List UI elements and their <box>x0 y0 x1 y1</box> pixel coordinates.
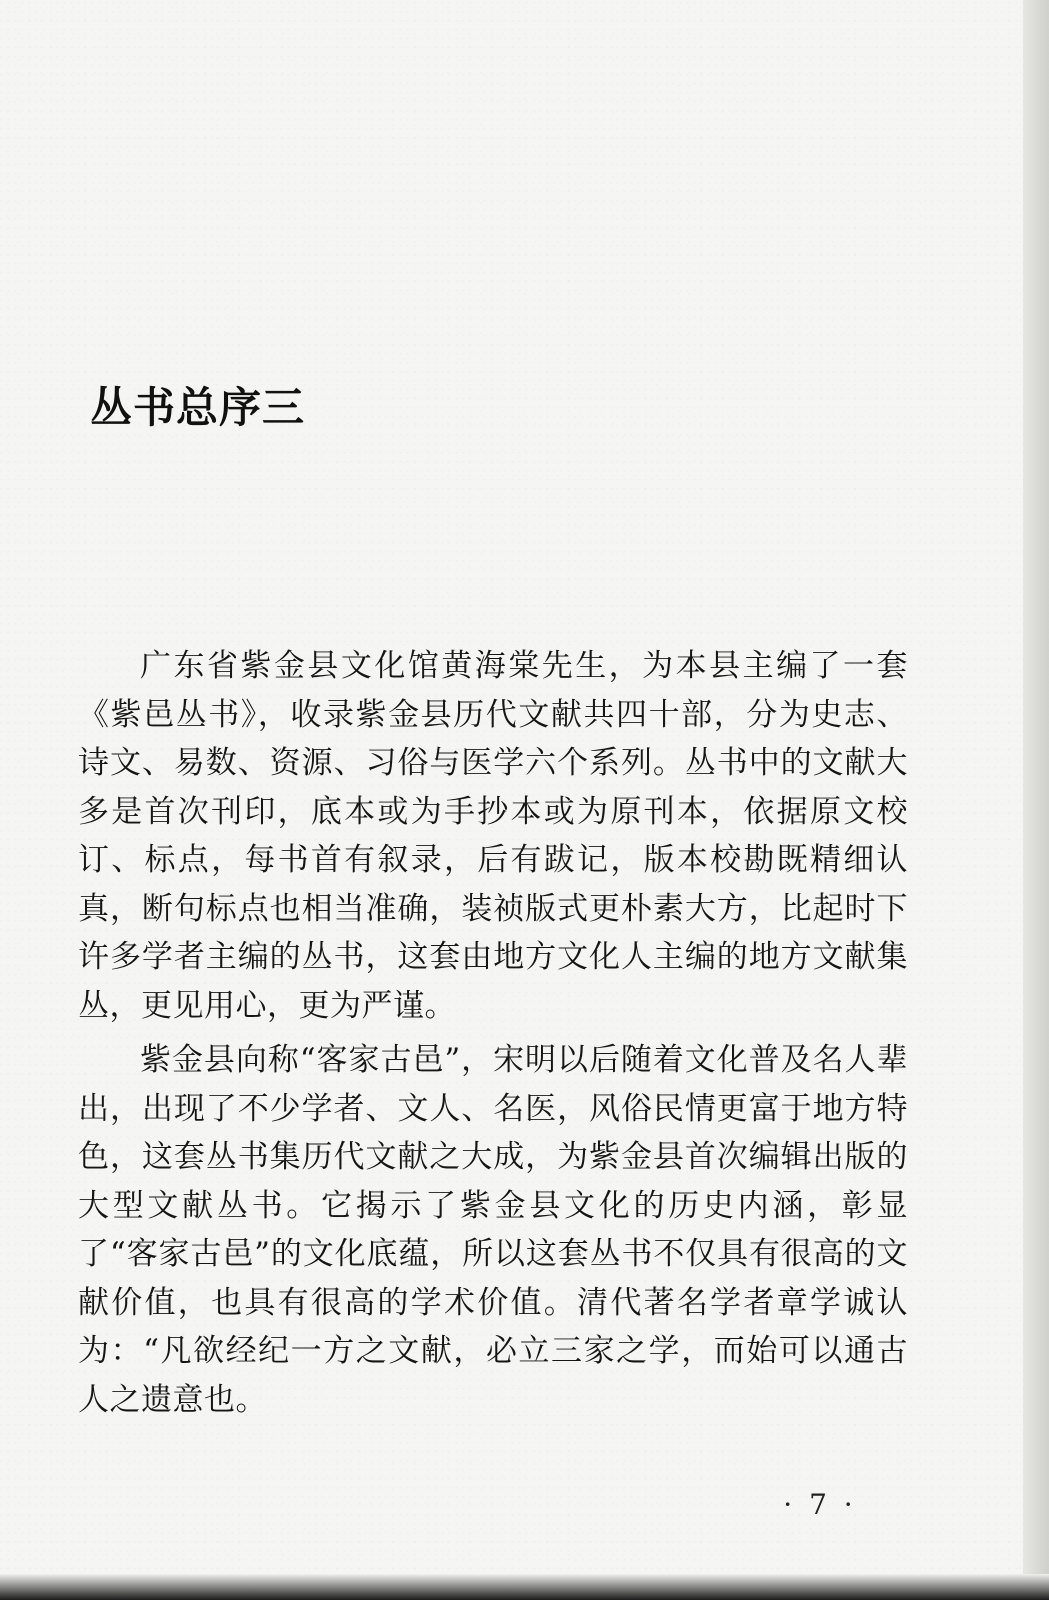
page-edge-shadow-bottom <box>0 1574 1049 1600</box>
page-edge-shadow-right <box>1023 0 1049 1600</box>
chapter-title: 丛书总序三 <box>90 383 306 432</box>
body-text <box>78 642 908 1430</box>
paragraph-1: 广东省紫金县文化馆黄海棠先生，为本县主编了一套《紫邑丛书》，收录紫金县历代文献共四十部，分为史志、诗文、易数、资源、习俗与医学六个系列。丛书中的文献大多是首次刊印，底本或为手抄本或为原刊本，依据原文校订、标点，每书首有叙录，后有跋记，版本校勘既精细认真，断句标点也相当准确，装祯版式更朴素大方，比起时下许多学者主编的丛书，这套由地方文化人主编的地方文献集丛，更见用心，更为严谨。 <box>78 648 908 1024</box>
page-number: · 7 · <box>783 1488 857 1521</box>
paragraph-2: 紫金县向称“客家古邑”，宋明以后随着文化普及名人辈出，出现了不少学者、文人、名医，风俗民情更富于地方特色，这套丛书集历代文献之大成，为紫金县首次编辑出版的大型文献丛书。它揭示了紫金县文化的历史内涵，彰显了“客家古邑”的文化底蕴，所以这套丛书不仅具有很高的文献价值，也具有很高的学术价值。清代著名学者章学诚认为：“凡欲经纪一方之文献，必立三家之学，而始可以通古人之遗意也。 <box>78 1042 908 1418</box>
